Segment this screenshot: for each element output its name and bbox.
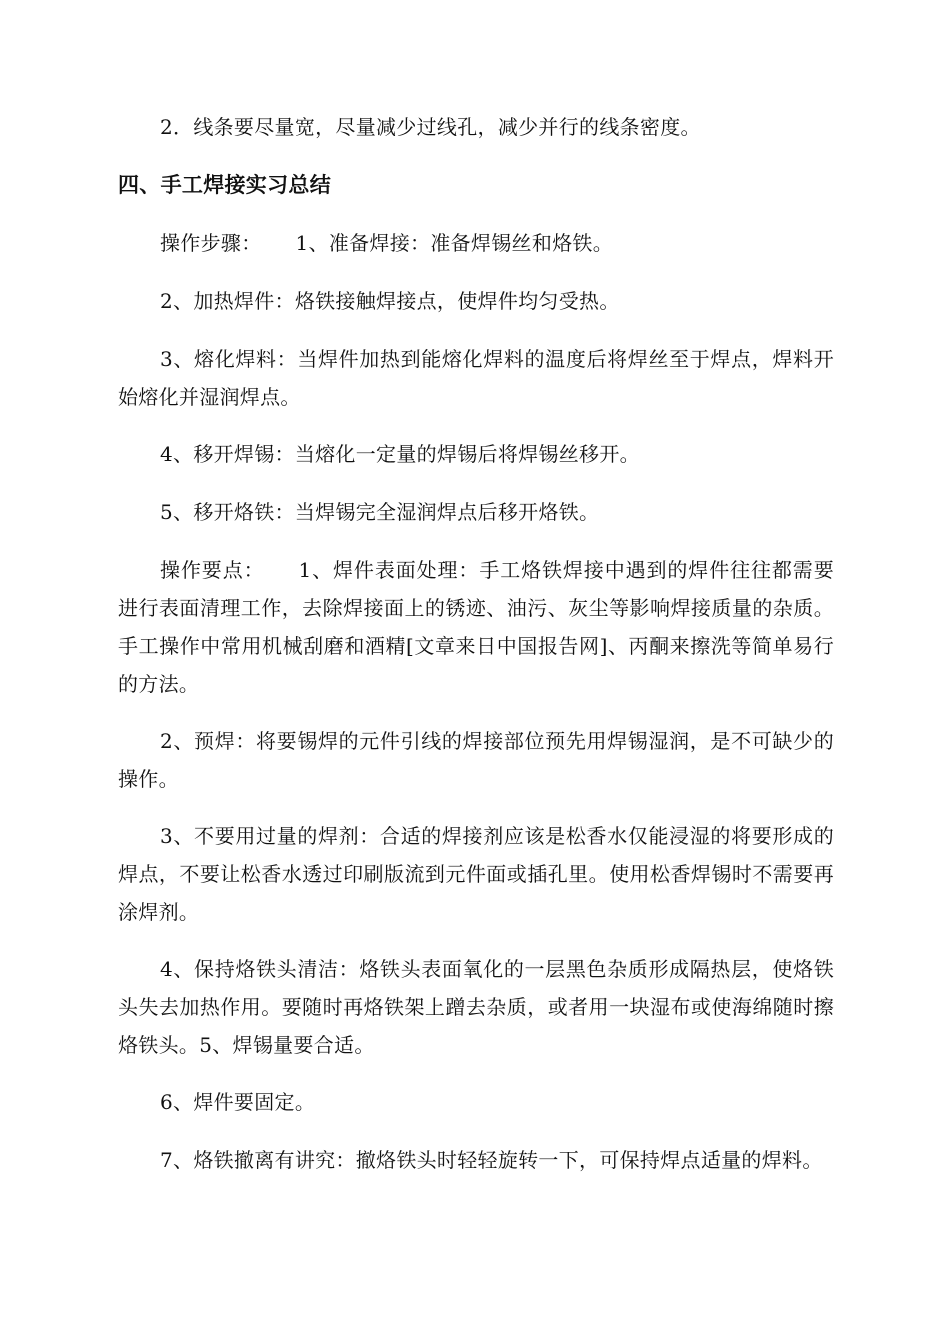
paragraph-key-point-2: 2、预焊：将要锡焊的元件引线的焊接部位预先用焊锡湿润，是不可缺少的操作。: [118, 729, 834, 791]
paragraph-key-point-4: 4、保持烙铁头清洁：烙铁头表面氧化的一层黑色杂质形成隔热层，使烙铁头失去加热作用。要随时再烙铁架上蹭去杂质，或者用一块湿布或使海绵随时擦烙铁头。5、焊锡量要合适。: [118, 957, 834, 1057]
steps-label: 操作步骤：: [160, 231, 262, 255]
paragraph-key-points-intro: [118, 551, 834, 703]
paragraph-line-width: 2．线条要尽量宽，尽量减少过线孔，减少并行的线条密度。: [160, 115, 701, 139]
paragraph-step-3: 3、熔化焊料：当焊件加热到能熔化焊料的温度后将焊丝至于焊点，焊料开始熔化并湿润焊点。: [118, 347, 834, 409]
document-body: [118, 108, 834, 1198]
paragraph-step-5: 5、移开烙铁：当焊锡完全湿润焊点后移开烙铁。: [160, 500, 600, 524]
key-point-1-text: 1、焊件表面处理：手工烙铁焊接中遇到的焊件往往都需要进行表面清理工作，去除焊接面上的锈迹、油污、灰尘等影响焊接质量的杂质。手工操作中常用机械刮磨和酒精[文章来日中国报告网]、丙酮来擦洗等简单易行的方法。: [118, 558, 834, 696]
paragraph-key-point-7: 7、烙铁撤离有讲究：撤烙铁头时轻轻旋转一下，可保持焊点适量的焊料。: [160, 1148, 823, 1172]
key-points-label: 操作要点：: [160, 558, 265, 582]
paragraph-steps-intro: [118, 224, 834, 262]
paragraph-step-4: 4、移开焊锡：当熔化一定量的焊锡后将焊锡丝移开。: [160, 442, 640, 466]
section-heading: 四、手工焊接实习总结: [118, 173, 331, 197]
paragraph-key-point-6: 6、焊件要固定。: [160, 1090, 316, 1114]
step-1-text: 1、准备焊接：准备焊锡丝和烙铁。: [295, 231, 614, 255]
paragraph-step-2: 2、加热焊件：烙铁接触焊接点，使焊件均匀受热。: [160, 289, 620, 313]
paragraph-key-point-3: 3、不要用过量的焊剂：合适的焊接剂应该是松香水仅能浸湿的将要形成的焊点，不要让松香水透过印刷版流到元件面或插孔里。使用松香焊锡时不需要再涂焊剂。: [118, 824, 834, 924]
